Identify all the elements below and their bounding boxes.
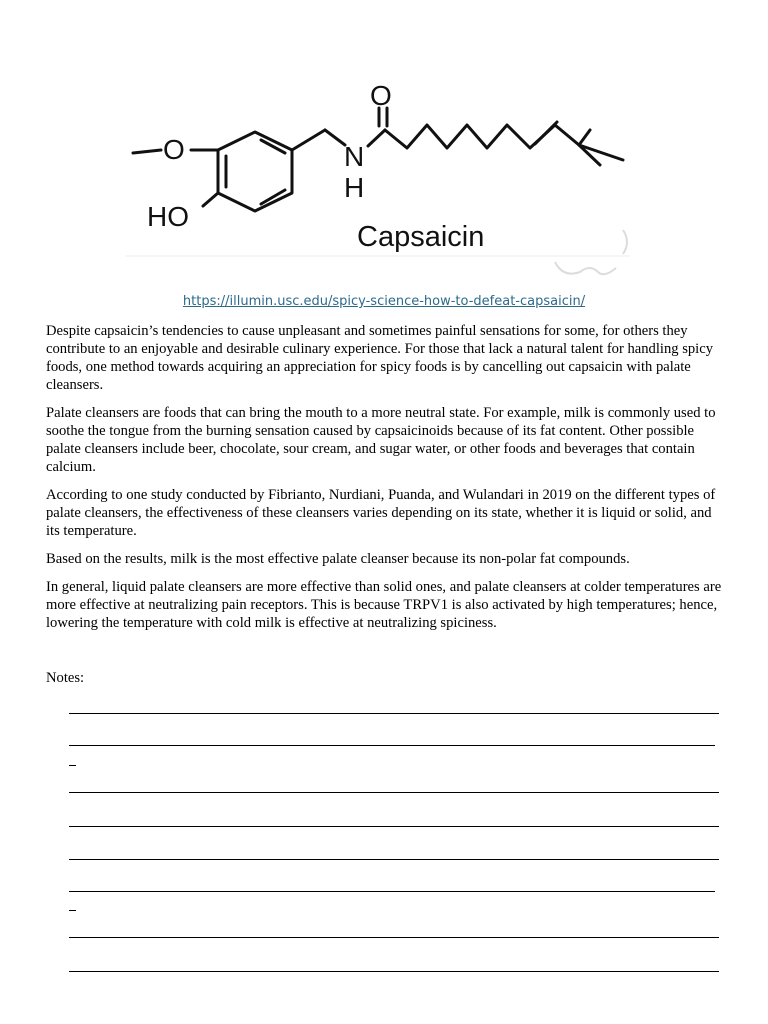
- capsaicin-caption: Capsaicin: [357, 221, 485, 253]
- note-line[interactable]: [69, 971, 719, 972]
- paragraph: Based on the results, milk is the most effective palate cleanser because its non-polar fat compounds.: [46, 551, 630, 567]
- watermark-mark: [555, 230, 627, 274]
- paragraph: In general, liquid palate cleansers are more effective than solid ones, and palate cleansers at colder temperatures are more effective at neutralizing pain receptors. This is because TRPV1 is also activated by high temperatures; hence, lowering the temperature with cold milk is effective at neutralizing spiciness.: [46, 579, 722, 631]
- source-link[interactable]: https://illumin.usc.edu/spicy-science-how-to-defeat-capsaicin/: [182, 294, 586, 309]
- article-body: [46, 322, 726, 642]
- hydrogen-label: H: [344, 172, 365, 203]
- paragraph: Palate cleansers are foods that can bring the mouth to a more neutral state. For example, milk is commonly used to soothe the tongue from the burning sensation caused by capsaicinoids because of its fat content. Other possible palate cleansers include beer, chocolate, sour cream, and sugar water, or other foods and beverages that contain calcium.: [46, 405, 716, 475]
- note-line[interactable]: [69, 891, 715, 892]
- notes-label: Notes:: [46, 670, 85, 686]
- note-line-overflow: [69, 765, 76, 766]
- note-line[interactable]: [69, 745, 715, 746]
- methoxy-oxygen-label: O: [163, 134, 185, 165]
- capsaicin-structure-figure: [125, 70, 635, 285]
- paragraph: According to one study conducted by Fibrianto, Nurdiani, Puanda, and Wulandari in 2019 on the different types of palate cleansers, the effectiveness of these cleansers varies depending on its state, whether it is liquid or solid, and its temperature.: [46, 487, 716, 539]
- note-line[interactable]: [69, 792, 719, 793]
- note-line[interactable]: [69, 826, 719, 827]
- note-line[interactable]: [69, 859, 719, 860]
- nitrogen-label: N: [344, 141, 365, 172]
- hydroxyl-label: HO: [147, 201, 189, 232]
- note-line-overflow: [69, 910, 76, 911]
- paragraph: Despite capsaicin’s tendencies to cause unpleasant and sometimes painful sensations for some, for others they contribute to an enjoyable and desirable culinary experience. For those that lack a natural talent for handling spicy foods, one method towards acquiring an appreciation for spicy foods is by cancelling out capsaicin with palate cleansers.: [46, 323, 714, 393]
- note-line[interactable]: [69, 937, 719, 938]
- carbonyl-oxygen-label: O: [370, 80, 392, 111]
- capsaicin-structure-diagram: [125, 70, 635, 285]
- note-line[interactable]: [69, 713, 719, 714]
